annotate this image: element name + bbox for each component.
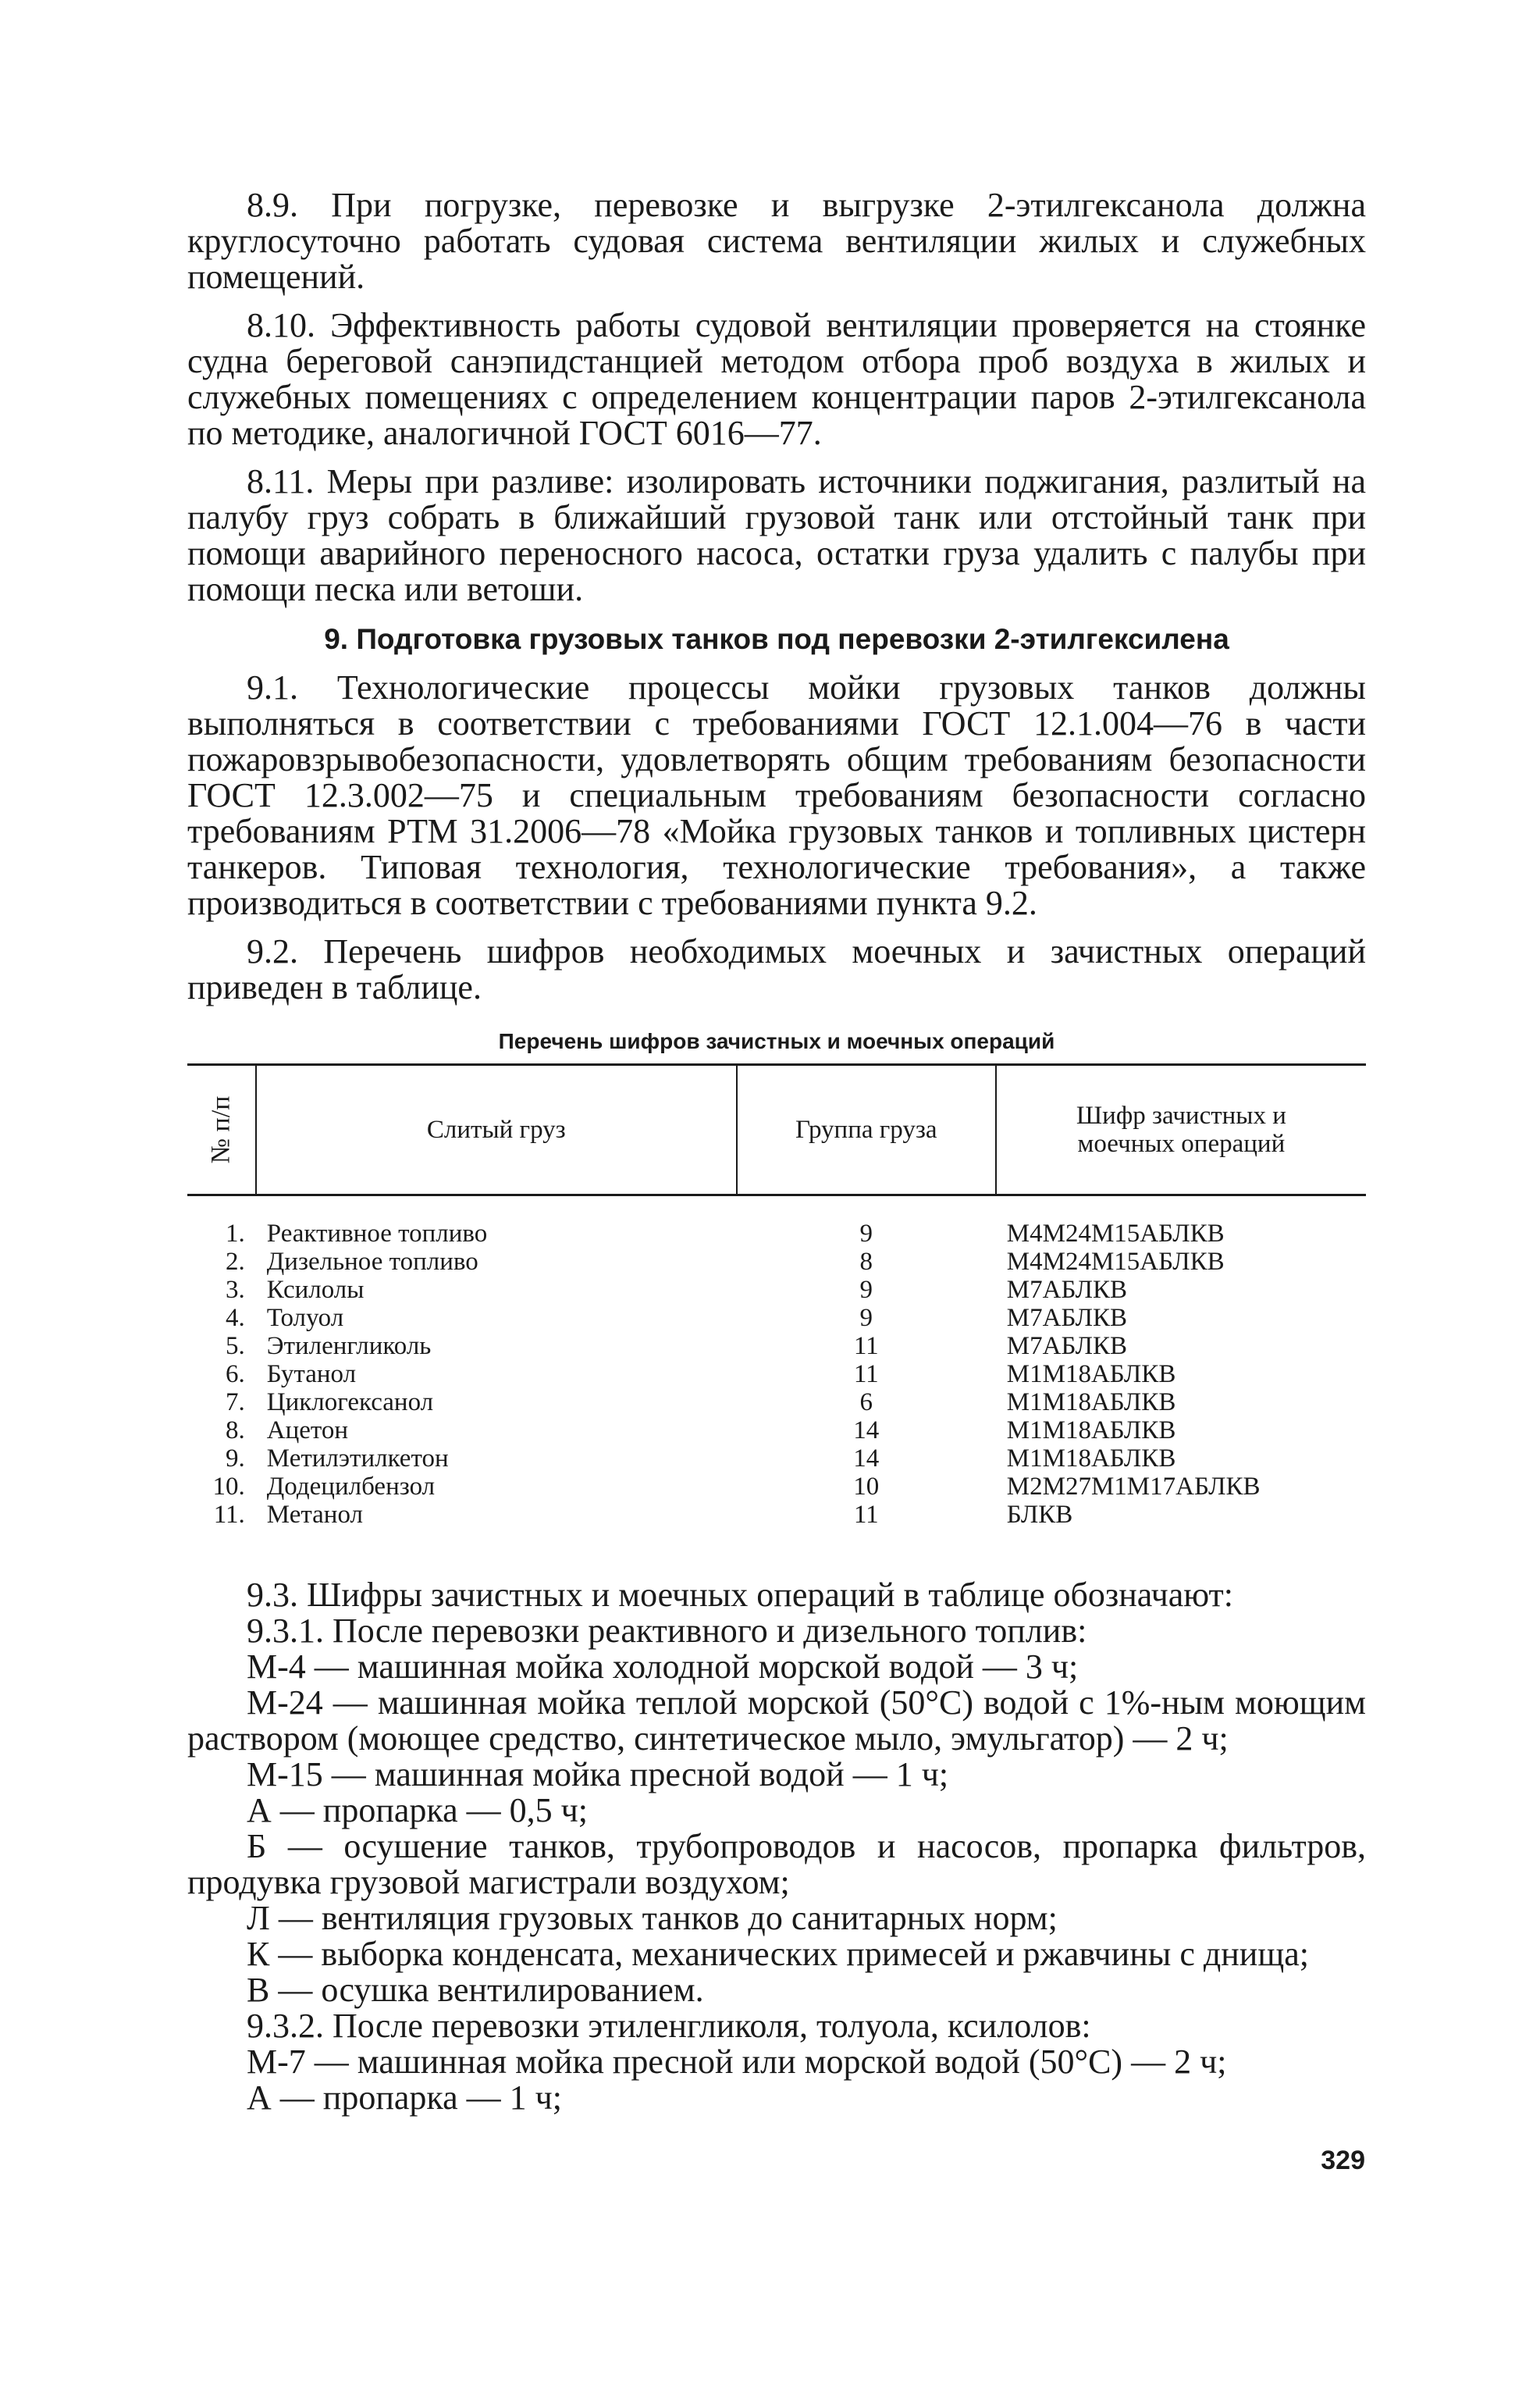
codes-line: М-4 — машинная мойка холодной морской водой — 3 ч; [247,1647,1079,1686]
codes-line: М-24 — машинная мойка теплой морской (50°С) водой с 1%-ным моющим раствором (моющее средство, синтетическое мыло, эмульгатор) — 2 ч; [187,1683,1366,1758]
table-row [187,1304,1366,1332]
row-code: М4М24М15АБЛКВ [1006,1248,1225,1276]
row-num: 5. [226,1332,245,1360]
table-row [187,1444,1366,1473]
row-code: М1М18АБЛКВ [1006,1360,1176,1388]
row-num: 4. [226,1304,245,1332]
row-code: М1М18АБЛКВ [1006,1416,1176,1444]
codes-line: 9.3. Шифры зачистных и моечных операций в таблице обозначают: [247,1576,1233,1614]
row-cargo: Дизельное топливо [266,1248,478,1276]
table-row [187,1276,1366,1304]
table-row [187,1416,1366,1444]
row-code: М2М27М1М17АБЛКВ [1006,1473,1261,1501]
row-cargo: Метилэтилкетон [266,1444,449,1473]
codes-line: К — выборка конденсата, механических примесей и ржавчины с днища; [247,1935,1309,1973]
row-cargo: Ацетон [266,1416,349,1444]
codes-line: А — пропарка — 0,5 ч; [247,1791,588,1829]
paragraph-8-9: 8.9. При погрузке, перевозке и выгрузке 2-этилгексанола должна круглосуточно работать судовая система вентиляции жилых и служебных помещений. [187,186,1366,296]
row-num: 3. [226,1276,245,1304]
codes-section [187,1577,1366,2116]
row-code: М1М18АБЛКВ [1006,1388,1176,1416]
row-group: 8 [859,1248,873,1276]
codes-line: 9.3.2. После перевозки этиленгликоля, толуола, ксилолов: [247,2007,1091,2045]
codes-line: Л — вентиляция грузовых танков до санитарных норм; [247,1899,1058,1937]
table-row [187,1360,1366,1388]
codes-line: М-15 — машинная мойка пресной водой — 1 ч; [247,1755,949,1793]
codes-line: В — осушка вентилированием. [247,1971,704,2009]
codes-line: 9.3.1. После перевозки реактивного и дизельного топлив: [247,1612,1087,1650]
row-cargo: Бутанол [266,1360,357,1388]
page-number: 329 [1321,2146,1365,2175]
paragraph-8-10: 8.10. Эффективность работы судовой вентиляции проверяется на стоянке судна береговой санэпидстанцией методом отбора проб воздуха в жилых и служебных помещениях с определением концентрации паров 2-этилгексанола по методике, аналогичной ГОСТ 6016—77. [187,306,1366,452]
row-code: БЛКВ [1006,1501,1073,1529]
row-cargo: Толуол [266,1304,344,1332]
paragraph-8-11: 8.11. Меры при разливе: изолировать источники поджигания, разлитый на палубу груз собрать в ближайший грузовой танк или отстойный танк при помощи аварийного переносного насоса, остатки груза удалить с палубы при помощи песка или ветоши. [187,462,1366,608]
row-code: М1М18АБЛКВ [1006,1444,1176,1473]
row-group: 11 [853,1332,879,1360]
row-group: 9 [859,1276,873,1304]
table-body [187,1195,1366,1530]
row-cargo: Реактивное топливо [266,1220,488,1248]
row-group: 6 [859,1388,873,1416]
row-num: 6. [226,1360,245,1388]
table-row [187,1248,1366,1276]
section-9-heading: 9. Подготовка грузовых танков под перевозки 2-этилгексилена [324,623,1229,655]
paragraph-9-2: 9.2. Перечень шифров необходимых моечных и зачистных операций приведен в таблице. [187,932,1366,1006]
row-num: 10. [212,1473,245,1501]
operations-table [187,1063,1366,1529]
row-group: 11 [853,1501,879,1529]
row-group: 9 [859,1304,873,1332]
row-group: 9 [859,1220,873,1248]
row-group: 14 [853,1444,880,1473]
table-row [187,1501,1366,1529]
table-row [187,1195,1366,1248]
row-code: М7АБЛКВ [1006,1276,1127,1304]
row-num: 7. [226,1388,245,1416]
row-num: 1. [226,1220,245,1248]
codes-line: М-7 — машинная мойка пресной или морской водой (50°С) — 2 ч; [247,2043,1227,2081]
row-cargo: Циклогексанол [266,1388,434,1416]
row-group: 14 [853,1416,880,1444]
table-header-row [187,1065,1366,1195]
row-cargo: Додецилбензол [266,1473,436,1501]
table-row [187,1332,1366,1360]
row-cargo: Ксилолы [266,1276,365,1304]
row-code: М4М24М15АБЛКВ [1006,1220,1225,1248]
paragraph-9-1: 9.1. Технологические процессы мойки грузовых танков должны выполняться в соответствии с требованиями ГОСТ 12.1.004—76 в части пожаровзрывобезопасности, удовлетворять общим требованиям безопасности ГОСТ 12.3.002—75 и специальным требованиям безопасности согласно требованиям РТМ 31.2006—78 «Мойка грузовых танков и топливных цистерн танкеров. Типовая технология, технологические требования», а также производиться в соответствии с требованиями пункта 9.2. [187,668,1366,922]
header-num: № п/п [187,1065,256,1195]
header-cargo: Слитый груз [256,1065,737,1195]
row-code: М7АБЛКВ [1006,1304,1127,1332]
row-num: 11. [213,1501,245,1529]
header-code: Шифр зачистных и моечных операций [996,1065,1366,1195]
header-group: Группа груза [737,1065,996,1195]
table-caption: Перечень шифров зачистных и моечных операций [498,1029,1055,1053]
row-group: 10 [853,1473,880,1501]
row-code: М7АБЛКВ [1006,1332,1127,1360]
codes-line: А — пропарка — 1 ч; [247,2078,562,2117]
row-group: 11 [853,1360,879,1388]
table-row [187,1473,1366,1501]
row-cargo: Этиленгликоль [266,1332,432,1360]
document-page [187,187,1366,2116]
table-row [187,1388,1366,1416]
row-cargo: Метанол [266,1501,363,1529]
codes-line: Б — осушение танков, трубопроводов и насосов, пропарка фильтров, продувка грузовой магистрали воздухом; [187,1827,1366,1901]
row-num: 8. [226,1416,245,1444]
row-num: 9. [226,1444,245,1473]
row-num: 2. [226,1248,245,1276]
